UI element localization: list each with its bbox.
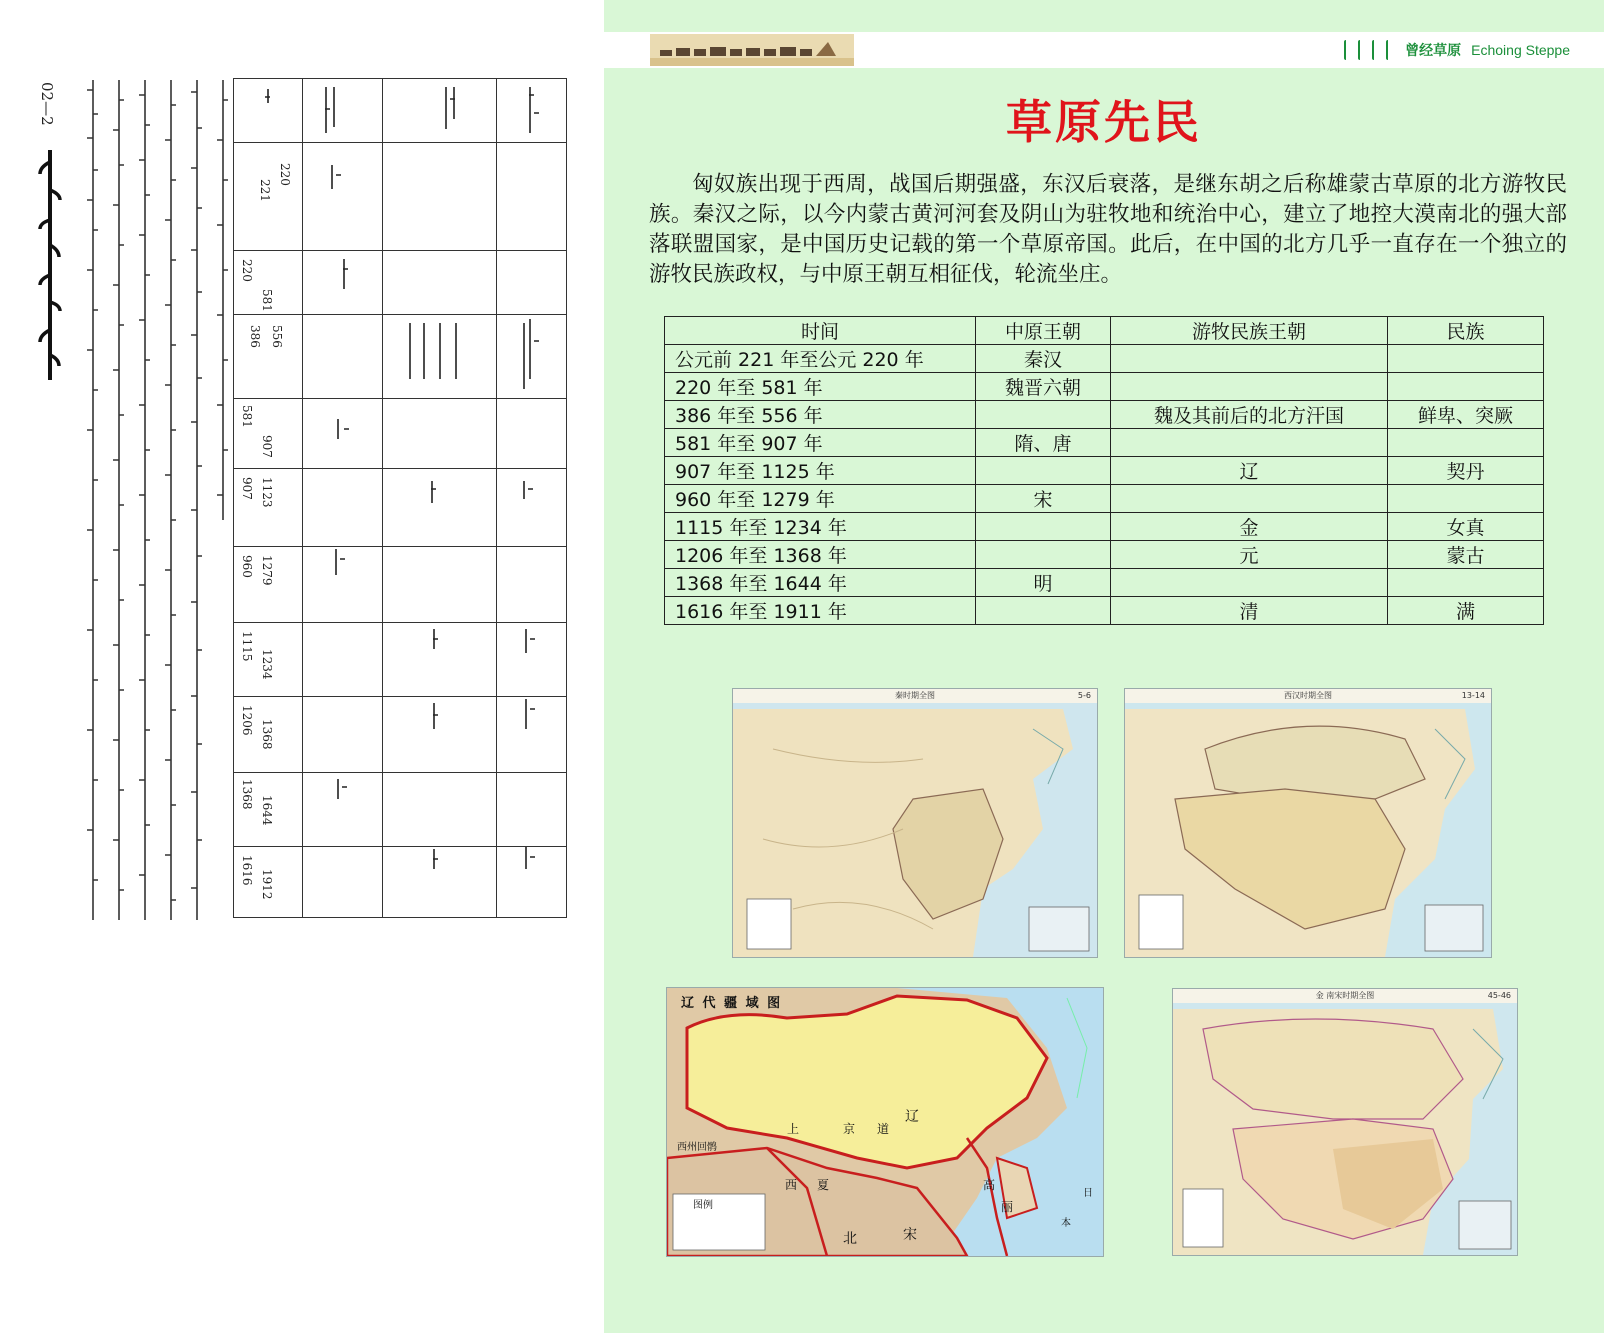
map-title [733,689,1097,703]
map-label: 辽 [905,1109,919,1125]
cell-nomadic-dynasty [1111,485,1388,513]
map-label: 日 [1083,1188,1093,1199]
map-label: 道 [877,1122,890,1136]
brand-english: Echoing Steppe [1471,42,1570,58]
cell-central-dynasty [976,513,1111,541]
mongolian-text-column-4 [162,80,180,920]
map-label: 上 [787,1122,800,1136]
table-row [665,345,1544,373]
map-title-text: 金 南宋时期全图 [1315,991,1375,1000]
cell-central-dynasty [976,541,1111,569]
col-header-central-dynasty: 中原王朝 [976,317,1111,345]
year-start: 1616 [240,855,254,886]
mongolian-chronology-table [233,78,567,918]
cell-nomadic-dynasty [1111,429,1388,457]
year-end: 1644 [260,795,274,826]
mongolian-text-column-6 [214,80,232,520]
year-start: 960 [240,555,254,578]
year-end: 907 [260,435,274,458]
cell-nomadic-dynasty: 金 [1111,513,1388,541]
cell-ethnicity: 女真 [1388,513,1544,541]
col-header-ethnicity: 民族 [1388,317,1544,345]
cell-ethnicity [1388,373,1544,401]
cell-nomadic-dynasty: 清 [1111,597,1388,625]
map-label: 丽 [1001,1200,1014,1214]
map-page-number: 13-14 [1461,691,1485,700]
table-row [665,485,1544,513]
cell-time: 960 年至 1279 年 [665,485,976,513]
year-end: 556 [270,325,284,348]
cell-central-dynasty: 隋、唐 [976,429,1111,457]
cell-time: 1206 年至 1368 年 [665,541,976,569]
jin-southern-song-map [1172,988,1518,1256]
map-label: 北 [843,1231,857,1247]
table-row [665,429,1544,457]
page-title: 草原先民 [1006,95,1202,149]
cell-central-dynasty: 秦汉 [976,345,1111,373]
cell-time: 386 年至 556 年 [665,401,976,429]
cell-ethnicity [1388,345,1544,373]
map-page-number: 5-6 [1077,691,1091,700]
table-row [665,457,1544,485]
table-row [665,373,1544,401]
liao-dynasty-map [666,987,1104,1257]
cell-nomadic-dynasty: 元 [1111,541,1388,569]
map-title [1125,689,1491,703]
map-legend-title: 图例 [693,1200,713,1211]
year-start: 386 [248,325,262,348]
table-row [665,513,1544,541]
cell-time: 581 年至 907 年 [665,429,976,457]
cell-ethnicity [1388,429,1544,457]
chronology-table [664,316,1544,625]
cell-nomadic-dynasty [1111,345,1388,373]
brand-logo [1344,40,1570,60]
year-end: 1368 [260,719,274,750]
year-start: 581 [240,405,254,428]
cell-time: 1616 年至 1911 年 [665,597,976,625]
year-end: 1123 [260,477,274,508]
table-header-row [665,317,1544,345]
cell-central-dynasty: 魏晋六朝 [976,373,1111,401]
brand-chinese: 曾经草原 [1405,43,1462,59]
table-row [665,541,1544,569]
mongolian-title-script [36,150,64,380]
cell-time: 220 年至 581 年 [665,373,976,401]
cell-time: 公元前 221 年至公元 220 年 [665,345,976,373]
cell-ethnicity: 契丹 [1388,457,1544,485]
cell-nomadic-dynasty [1111,373,1388,401]
year-end: 1279 [260,555,274,586]
left-page [0,0,604,1333]
year-end: 1234 [260,649,274,680]
year-start: 1368 [240,779,254,810]
cell-central-dynasty [976,457,1111,485]
cell-ethnicity [1388,569,1544,597]
year-end: 220 [278,163,292,186]
map-label: 西 [785,1178,798,1192]
map-title [1173,989,1517,1003]
map-label: 夏 [817,1178,830,1192]
cell-time: 1115 年至 1234 年 [665,513,976,541]
map-title-text: 秦时期全图 [895,691,935,700]
table-row [665,569,1544,597]
table-row [665,597,1544,625]
cell-central-dynasty [976,597,1111,625]
cell-ethnicity: 满 [1388,597,1544,625]
mongolian-text-column-5 [188,80,206,920]
intro-paragraph: 匈奴族出现于西周，战国后期强盛，东汉后衰落，是继东胡之后称雄蒙古草原的北方游牧民族。秦汉之际，以今内蒙古黄河河套及阴山为驻牧地和统治中心，建立了地控大漠南北的强大部落联盟国家，是中国历史记载的第一个草原帝国。此后，在中国的北方几乎一直存在一个独立的游牧民族政权，与中原王朝互相征伐，轮流坐庄。 [649,172,1567,287]
caravan-banner-image [650,34,854,66]
map-label: 西州回鹘 [677,1142,717,1153]
map-label: 宋 [903,1227,917,1243]
map-label: 高 [983,1178,996,1192]
cell-central-dynasty: 明 [976,569,1111,597]
page-number: 02—2 [38,82,56,126]
year-end: 1912 [260,869,274,900]
mongolian-text-column-1 [84,80,102,920]
right-page [604,0,1604,1333]
cell-ethnicity: 蒙古 [1388,541,1544,569]
cell-central-dynasty: 宋 [976,485,1111,513]
mongolian-brand-glyphs [1344,40,1395,60]
cell-time: 1368 年至 1644 年 [665,569,976,597]
map-title: 辽 代 疆 域 图 [681,996,783,1011]
mongolian-text-column-3 [136,80,154,920]
cell-central-dynasty [976,401,1111,429]
cell-ethnicity: 鲜卑、突厥 [1388,401,1544,429]
year-start: 1206 [240,705,254,736]
map-title-text: 西汉时期全图 [1284,691,1332,700]
cell-ethnicity [1388,485,1544,513]
cell-nomadic-dynasty: 辽 [1111,457,1388,485]
map-label: 京 [843,1122,856,1136]
cell-time: 907 年至 1125 年 [665,457,976,485]
qin-dynasty-map [732,688,1098,958]
col-header-nomadic-dynasty: 游牧民族王朝 [1111,317,1388,345]
table-row [665,401,1544,429]
year-start: 220 [240,259,254,282]
mongolian-text-column-2 [110,80,128,920]
year-start: 907 [240,477,254,500]
year-start: 1115 [240,631,254,662]
year-start: 221 [258,179,272,202]
cell-nomadic-dynasty: 魏及其前后的北方汗国 [1111,401,1388,429]
map-page-number: 45-46 [1487,991,1511,1000]
col-header-time: 时间 [665,317,976,345]
cell-nomadic-dynasty [1111,569,1388,597]
year-end: 581 [260,289,274,312]
mongolian-table-script [234,79,568,919]
map-label: 本 [1061,1218,1071,1229]
western-han-map [1124,688,1492,958]
